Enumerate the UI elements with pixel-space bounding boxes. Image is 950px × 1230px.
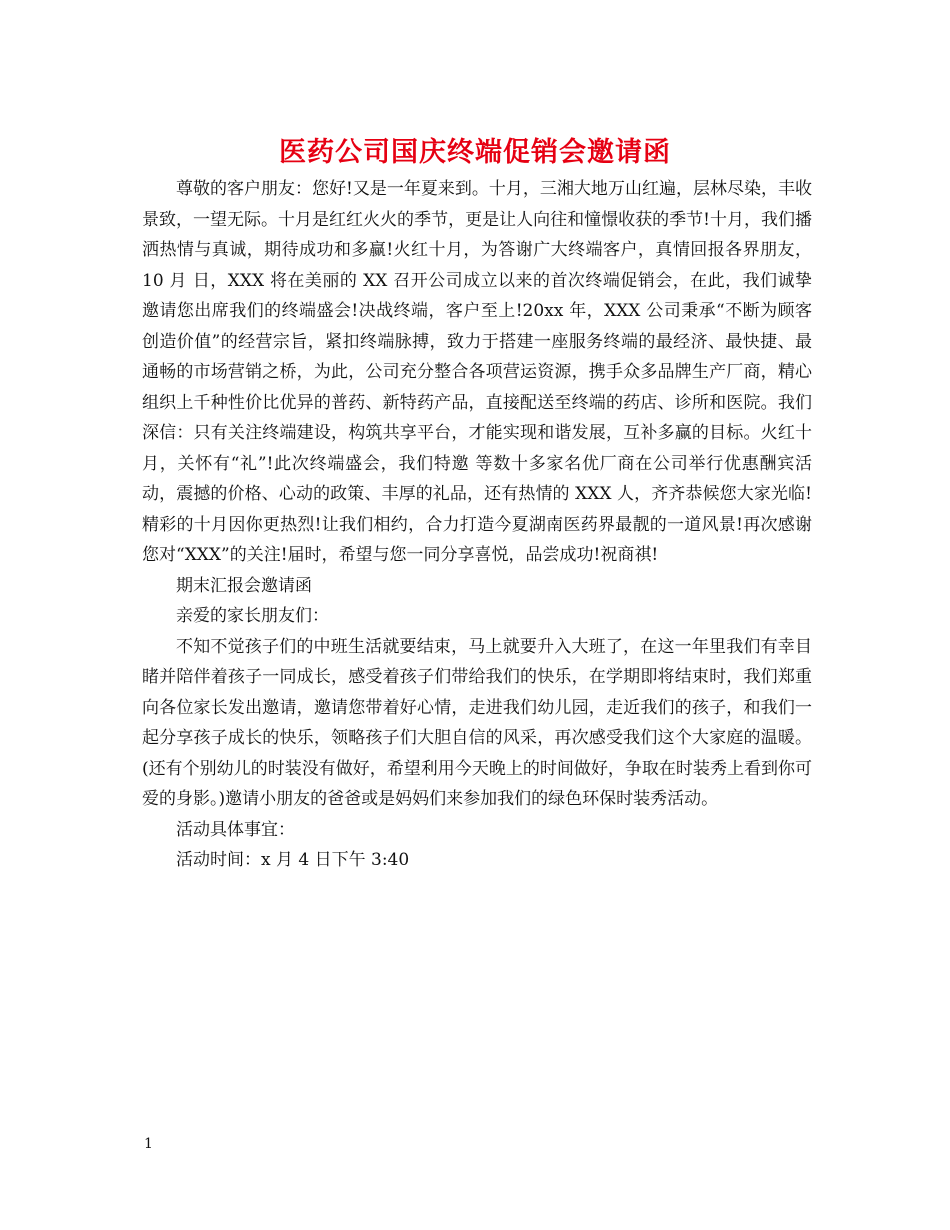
paragraph-activity-time: 活动时间：x 月 4 日下午 3:40 (176, 850, 410, 870)
paragraph-greeting: 亲爱的家长朋友们： (176, 606, 329, 626)
paragraph-activity-details: 活动具体事宜： (176, 819, 295, 840)
paragraph-heading-report: 期末汇报会邀请函 (176, 575, 312, 596)
paragraph-parent-invitation: 不知不觉孩子们的中班生活就要结束，马上就要升入大班了，在这一年里我们有幸目睹并陪伴着孩子一同成长，感受着孩子们带给我们的快乐，在学期即将结束时，我们郑重向各位家长发出邀请，邀请您带着好心情，走进我们幼儿园，走近我们的孩子，和我们一起分享孩子成长的快乐，领略孩子们大胆自信的风采，再次感受我们这个大家庭的温暖。(还有个别幼儿的时装没有做好，希望利用今天晚上的时间做好，争取在时装秀上看到你可爱的身影。)邀请小朋友的爸爸或是妈妈们来参加我们的绿色环保时装秀活动。 (142, 636, 812, 809)
paragraph-invitation: 尊敬的客户朋友：您好!又是一年夏来到。十月，三湘大地万山红遍，层林尽染，丰收景致，一望无际。十月是红红火火的季节，更是让人向往和憧憬收获的季节!十月，我们播洒热情与真诚，期待成功和多赢!火红十月，为答谢广大终端客户，真情回报各界朋友，10 月 日，XXX 将在美丽的 XX 召开公司成立以来的首次终端促销会，在此，我们诚挚邀请您出席我们的终端盛会!决战终端，客户至上!20xx 年，XXX 公司秉承“不断为顾客创造价值”的经营宗旨，紧扣终端脉搏，致力于搭建一座服务终端的最经济、最快捷、最通畅的市场营销之桥，为此，公司充分整合各项营运资源，携手众多品牌生产厂商，精心组织上千种性价比优异的普药、新特药产品，直接配送至终端的药店、诊所和医院。我们深信：只有关注终端建设，构筑共享平台，才能实现和谐发展，互补多赢的目标。火红十月，关怀有“礼”!此次终端盛会，我们特邀 等数十多家名优厂商在公司举行优惠酬宾活动，震撼的价格、心动的政策、丰厚的礼品，还有热情的 XXX 人，齐齐恭候您大家光临!精彩的十月因你更热烈!让我们相约，合力打造今夏湖南医药界最靓的一道风景!再次感谢您对“XXX”的关注!届时，希望与您一同分享喜悦，品尝成功!祝商祺! (142, 179, 812, 565)
page-title: 医药公司国庆终端促销会邀请函 (279, 137, 671, 168)
document-body (142, 174, 812, 876)
page-number: 1 (144, 1136, 153, 1152)
